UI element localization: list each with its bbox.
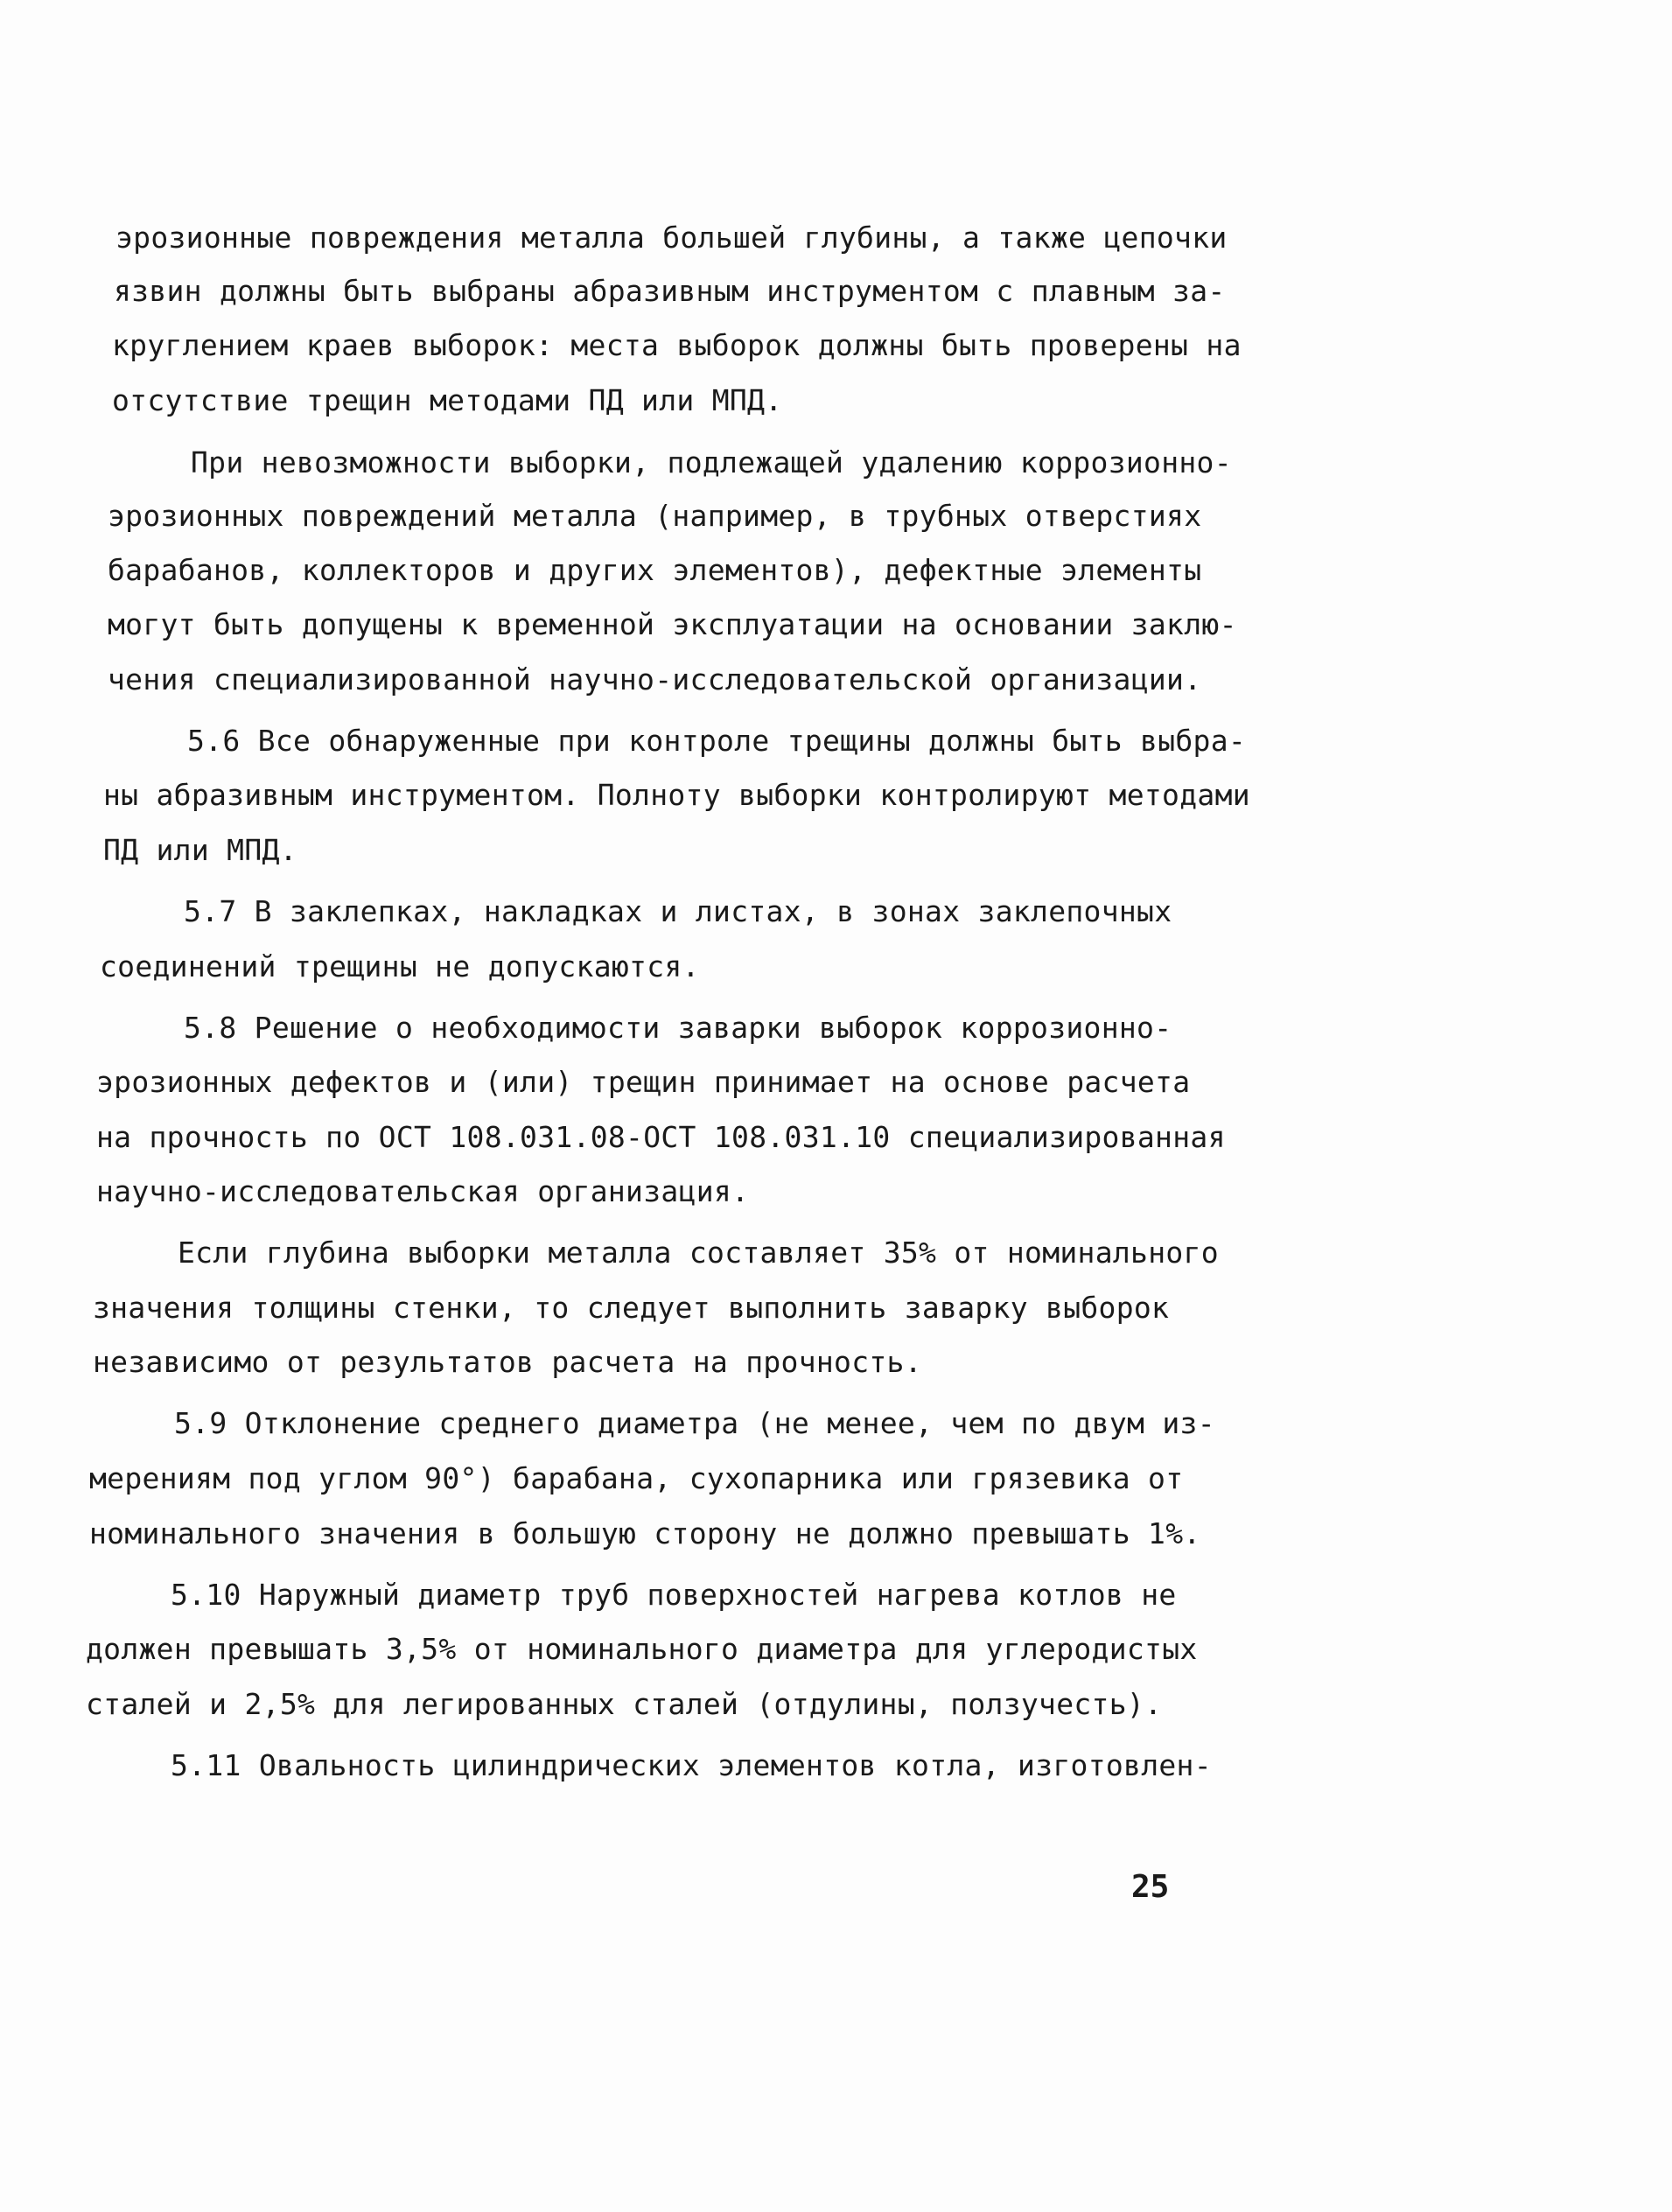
- text-line-5: При невозможности выборки, подлежащей удалению коррозионно-: [191, 445, 1232, 480]
- text-line-14: соединений трещины не допускаются.: [100, 949, 700, 984]
- text-line-26: должен превышать 3,5% от номинального диаметра для углеродистых: [86, 1632, 1198, 1666]
- text-line-22: 5.9 Отклонение среднего диаметра (не менее, чем по двум из-: [174, 1406, 1215, 1440]
- text-line-20: значения толщины стенки, то следует выполнить заварку выборок: [93, 1291, 1170, 1325]
- text-line-7: барабанов, коллекторов и других элементов), дефектные элементы: [108, 553, 1202, 587]
- text-line-18: научно-исследовательская организация.: [96, 1174, 750, 1208]
- text-line-28: 5.11 Овальность цилиндрических элементов котла, изготовлен-: [171, 1748, 1212, 1782]
- text-line-23: мерениям под углом 90°) барабана, сухопарника или грязевика от: [89, 1461, 1184, 1495]
- text-line-2: язвин должны быть выбраны абразивным инструментом с плавным за-: [114, 274, 1226, 308]
- text-line-9: чения специализированной научно-исследовательской организации.: [108, 662, 1202, 696]
- text-line-13: 5.7 В заклепках, накладках и листах, в зонах заклепочных: [184, 894, 1172, 928]
- page-number: 25: [1131, 1869, 1170, 1905]
- text-line-24: номинального значения в большую сторону не должно превышать 1%.: [89, 1516, 1201, 1550]
- text-line-1: эрозионные повреждения металла большей глубины, а также цепочки: [115, 220, 1228, 255]
- text-line-19: Если глубина выборки металла составляет 35% от номинального: [178, 1236, 1219, 1270]
- text-line-17: на прочность по ОСТ 108.031.08-ОСТ 108.031.10 специализированная: [96, 1120, 1226, 1154]
- text-line-11: ны абразивным инструментом. Полноту выборки контролируют методами: [103, 778, 1250, 812]
- text-line-16: эрозионных дефектов и (или) трещин принимает на основе расчета: [96, 1065, 1191, 1099]
- text-line-27: сталей и 2,5% для легированных сталей (отдулины, ползучесть).: [86, 1687, 1163, 1721]
- text-line-6: эрозионных повреждений металла (например, в трубных отверстиях: [108, 499, 1202, 533]
- text-line-21: независимо от результатов расчета на прочность.: [93, 1345, 922, 1379]
- text-line-8: могут быть допущены к временной эксплуатации на основании заклю-: [108, 607, 1237, 641]
- text-line-3: круглением краев выборок: места выборок должны быть проверены на: [112, 328, 1242, 362]
- text-line-4: отсутствие трещин методами ПД или МПД.: [112, 383, 783, 417]
- text-line-25: 5.10 Наружный диаметр труб поверхностей нагрева котлов не: [171, 1578, 1177, 1612]
- text-line-15: 5.8 Решение о необходимости заварки выборок коррозионно-: [184, 1011, 1172, 1045]
- text-line-12: ПД или МПД.: [103, 833, 297, 867]
- text-line-10: 5.6 Все обнаруженные при контроле трещины должны быть выбра-: [187, 724, 1247, 758]
